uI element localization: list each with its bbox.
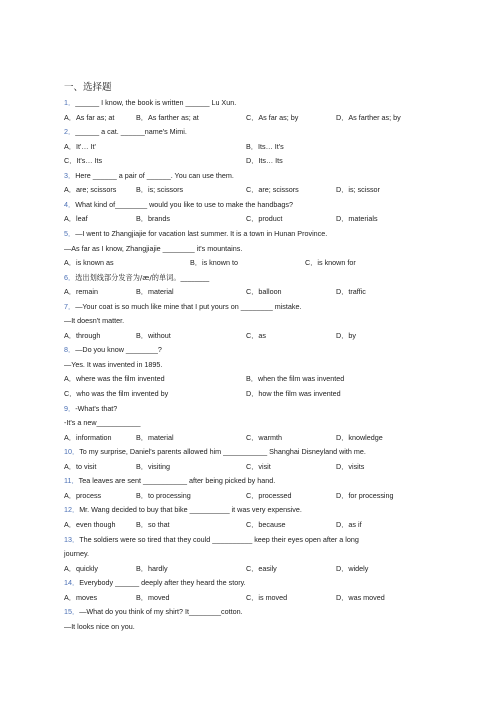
answer-option[interactable]: C．is moved (246, 592, 288, 602)
question-text: —Do you know ________? (75, 345, 162, 355)
question-stem-continued (64, 549, 89, 558)
question-stem (64, 535, 359, 544)
answer-option[interactable]: B．hardly (136, 563, 168, 573)
question-text: -What's that? (75, 403, 118, 413)
answer-option[interactable]: C．as (246, 330, 266, 340)
answer-option[interactable]: A．through (64, 330, 101, 340)
question-stem (64, 302, 301, 311)
answer-option[interactable]: D．visits (336, 461, 365, 471)
answer-option[interactable]: A．information (64, 432, 112, 442)
answer-option[interactable]: B．is; scissors (136, 185, 184, 195)
question-stem-continued (64, 360, 162, 369)
options-row (64, 258, 444, 267)
answer-option[interactable]: A．quickly (64, 563, 98, 573)
answer-option[interactable]: C．because (246, 519, 286, 529)
question-number: 11． (64, 476, 79, 486)
question-stem (64, 98, 236, 107)
options-row (64, 564, 444, 573)
answer-option[interactable]: A．It'… It' (64, 141, 96, 151)
answer-option[interactable]: D．by (336, 330, 356, 340)
question-stem-continued (64, 418, 141, 427)
question-stem-continued (64, 244, 242, 253)
options-row (64, 156, 444, 165)
answer-option[interactable]: A．are; scissors (64, 185, 117, 195)
answer-option[interactable]: D．for processing (336, 490, 394, 500)
question-text: Everybody ______ deeply after they heard the story. (79, 578, 246, 588)
options-row (64, 142, 444, 151)
question-number: 7． (64, 301, 76, 311)
section-title: 一、选择题 (64, 82, 112, 93)
question-text: —It looks nice on you. (64, 621, 135, 631)
options-row (64, 185, 444, 194)
answer-option[interactable]: B．Its… It's (246, 141, 284, 151)
answer-option[interactable]: B．moved (136, 592, 170, 602)
question-number: 2． (64, 127, 76, 137)
options-row (64, 214, 444, 223)
question-text: —Yes. It was invented in 1895. (64, 359, 163, 369)
options-row (64, 491, 444, 500)
question-number: 8． (64, 345, 76, 355)
answer-option[interactable]: A．As far as; at (64, 112, 115, 122)
answer-option[interactable]: D．materials (336, 214, 378, 224)
answer-option[interactable]: D．As farther as; by (336, 112, 401, 122)
question-text: ______ I know, the book is written ______ Lu Xun. (75, 98, 237, 107)
question-text: Tea leaves are sent ___________ after being picked by hand. (78, 476, 276, 486)
answer-option[interactable]: A．even though (64, 519, 116, 529)
question-text: What kind of________ would you like to use to make the handbags? (75, 199, 293, 209)
answer-option[interactable]: C．who was the film invented by (64, 389, 169, 398)
answer-option[interactable]: B．is known to (190, 258, 238, 268)
question-text: —It doesn't matter. (64, 316, 125, 326)
question-text: Mr. Wang decided to buy that bike __________ it was very expensive. (79, 505, 302, 515)
question-text: 选出划线部分发音为/æ/的单词。________ (75, 272, 210, 282)
answer-option[interactable]: C．It's… Its (64, 156, 103, 166)
answer-option[interactable]: C．processed (246, 490, 292, 500)
answer-option[interactable]: D．knowledge (336, 432, 383, 442)
answer-option[interactable]: C．As far as; by (246, 112, 299, 122)
answer-option[interactable]: C．is known for (305, 258, 356, 268)
answer-option[interactable]: B．to processing (136, 490, 191, 500)
question-number: 13． (64, 534, 80, 544)
question-stem-continued (64, 622, 135, 631)
options-row (64, 520, 444, 529)
question-stem (64, 273, 209, 282)
question-stem (64, 127, 187, 136)
answer-option[interactable]: A．moves (64, 592, 98, 602)
options-row (64, 287, 444, 296)
question-number: 1． (64, 98, 76, 107)
answer-option[interactable]: B．material (136, 287, 174, 297)
answer-option[interactable]: B．without (136, 330, 171, 340)
question-number: 10． (64, 447, 80, 457)
options-row (64, 389, 444, 398)
answer-option[interactable]: A．remain (64, 287, 98, 297)
question-text: —Your coat is so much like mine that I put yours on ________ mistake. (75, 301, 302, 311)
question-stem (64, 607, 243, 616)
question-text: The soldiers were so tired that they could __________ keep their eyes open after a long (79, 534, 359, 544)
answer-option[interactable]: C．balloon (246, 287, 282, 297)
answer-option[interactable]: B．As farther as; at (136, 112, 199, 122)
question-stem (64, 476, 275, 485)
answer-option[interactable]: D．as if (336, 519, 362, 529)
question-stem (64, 404, 117, 413)
question-text: To my surprise, Daniel's parents allowed him ___________ Shanghai Disneyland with me. (79, 447, 366, 457)
answer-option[interactable]: A．where was the film invented (64, 374, 165, 384)
options-row (64, 593, 444, 602)
question-stem (64, 578, 246, 587)
answer-option[interactable]: A．is known as (64, 258, 114, 268)
question-text: Here ______ a pair of ______. You can use them. (75, 170, 234, 180)
question-text: —I went to Zhangjiajie for vacation last summer. It is a town in Hunan Province. (75, 228, 328, 238)
answer-option[interactable]: A．process (64, 490, 102, 500)
question-text: ______ a cat. ______name's Mimi. (75, 127, 187, 137)
question-text: -It's a new___________ (64, 418, 141, 428)
answer-option[interactable]: D．traffic (336, 287, 366, 297)
answer-option[interactable]: B．visiting (136, 461, 170, 471)
answer-option[interactable]: A．to visit (64, 461, 97, 471)
options-row (64, 113, 444, 122)
answer-option[interactable]: C．easily (246, 563, 277, 573)
question-text: —As far as I know, Zhangjiajie ________ it's mountains. (64, 243, 243, 253)
question-stem (64, 200, 293, 209)
answer-option[interactable]: B．so that (136, 519, 170, 529)
options-row (64, 331, 444, 340)
question-stem (64, 505, 302, 514)
answer-option[interactable]: C．are; scissors (246, 185, 299, 195)
answer-option[interactable]: C．product (246, 214, 283, 224)
answer-option[interactable]: A．leaf (64, 214, 88, 224)
answer-option[interactable]: D．was moved (336, 592, 385, 602)
answer-option[interactable]: D．widely (336, 563, 369, 573)
question-number: 4． (64, 199, 76, 209)
question-text: journey. (64, 549, 90, 559)
options-row (64, 374, 444, 383)
options-row (64, 433, 444, 442)
question-number: 15． (64, 607, 80, 617)
question-stem (64, 171, 234, 180)
answer-option[interactable]: B．when the film was invented (246, 374, 345, 384)
question-number: 6． (64, 272, 76, 282)
answer-option[interactable]: D．how the film was invented (246, 389, 341, 398)
question-number: 12． (64, 505, 80, 515)
answer-option[interactable]: B．material (136, 432, 174, 442)
question-number: 9． (64, 403, 76, 413)
question-stem (64, 447, 366, 456)
question-number: 14． (64, 578, 80, 588)
question-text: —What do you think of my shirt? It________cotton. (79, 607, 243, 617)
question-stem-continued (64, 316, 124, 325)
question-stem (64, 229, 327, 238)
question-number: 3． (64, 170, 76, 180)
question-number: 5． (64, 228, 76, 238)
answer-option[interactable]: C．warmth (246, 432, 282, 442)
answer-option[interactable]: B．brands (136, 214, 170, 224)
question-stem (64, 345, 162, 354)
options-row (64, 462, 444, 471)
answer-option[interactable]: D．Its… Its (246, 156, 283, 166)
answer-option[interactable]: D．is; scissor (336, 185, 380, 195)
answer-option[interactable]: C．visit (246, 461, 271, 471)
